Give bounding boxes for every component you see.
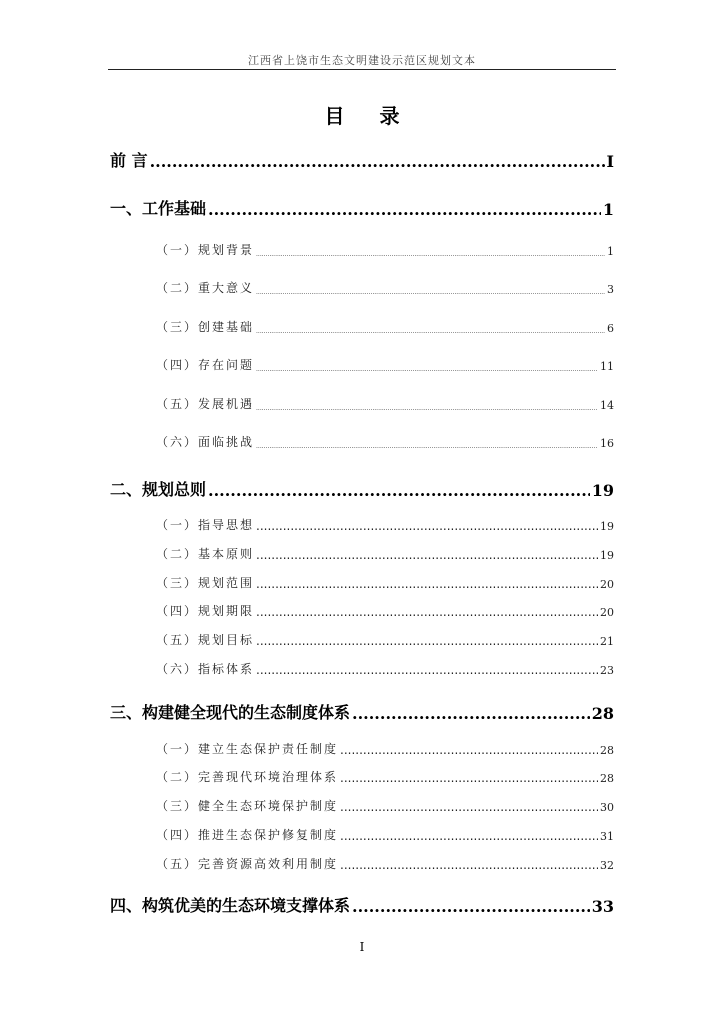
- toc-entry-1-4[interactable]: [156, 356, 614, 373]
- toc-entry-1-5[interactable]: [156, 395, 614, 412]
- toc-entry-1-1[interactable]: [156, 241, 614, 258]
- toc-entry-label: （六）面临挑战: [156, 435, 255, 449]
- toc-entry-page: 33: [591, 897, 614, 916]
- header-rule: [108, 69, 616, 70]
- leader-dots: [256, 519, 598, 533]
- toc-entry-label: （五）规划目标: [156, 633, 255, 647]
- toc-entry-label: （四）规划期限: [156, 604, 255, 618]
- leader-dots: [340, 771, 598, 785]
- toc-entry-2-3[interactable]: [156, 574, 614, 591]
- toc-entry-page: 23: [600, 664, 614, 677]
- toc-entry-label: 一、工作基础: [110, 199, 207, 218]
- page-number: I: [359, 940, 365, 954]
- toc-entry-3-2[interactable]: [156, 768, 614, 785]
- toc-entry-1-2[interactable]: [156, 279, 614, 296]
- leader-dots: [256, 366, 598, 373]
- leader-dots: [256, 634, 598, 648]
- toc-entry-page: 31: [600, 830, 614, 843]
- toc-entry-label: （四）存在问题: [156, 358, 255, 372]
- toc-entry-page: 28: [600, 744, 614, 757]
- toc-entry-label: 四、构筑优美的生态环境支撑体系: [110, 896, 351, 915]
- toc-entry-label: （五）完善资源高效利用制度: [156, 857, 339, 871]
- toc-entry-page: 3: [607, 283, 614, 296]
- toc-entry-page: 1: [607, 245, 614, 258]
- toc-entry-2-1[interactable]: [156, 516, 614, 533]
- toc-entry-2-5[interactable]: [156, 631, 614, 648]
- leader-dots: [340, 858, 598, 872]
- toc-entry-label: （三）健全生态环境保护制度: [156, 799, 339, 813]
- toc-entry-label: （一）建立生态保护责任制度: [156, 742, 339, 756]
- toc-entry-section-2[interactable]: [110, 477, 614, 500]
- toc-entry-page: I: [606, 152, 614, 171]
- toc-entry-label: （四）推进生态保护修复制度: [156, 828, 339, 842]
- toc-entry-page: 28: [591, 704, 614, 723]
- toc-entry-label: 三、构建健全现代的生态制度体系: [110, 703, 351, 722]
- toc-entry-section-4[interactable]: [110, 893, 614, 916]
- leader-dots: [256, 251, 605, 258]
- toc-entry-page: 28: [600, 772, 614, 785]
- toc-entry-preface[interactable]: [110, 148, 614, 171]
- toc-entry-page: 1: [602, 200, 614, 219]
- leader-dots: [256, 443, 598, 450]
- toc-entry-label: （三）创建基础: [156, 320, 255, 334]
- toc-entry-1-3[interactable]: [156, 318, 614, 335]
- toc-entry-label: （六）指标体系: [156, 662, 255, 676]
- toc-entry-label: 前 言: [110, 151, 148, 170]
- toc-entry-section-1[interactable]: [110, 196, 614, 219]
- toc-entry-label: （三）规划范围: [156, 576, 255, 590]
- leader-dots: [340, 829, 598, 843]
- toc-entry-label: （一）规划背景: [156, 243, 255, 257]
- toc-entry-3-3[interactable]: [156, 797, 614, 814]
- leader-dots: [352, 897, 590, 916]
- toc-entry-label: （五）发展机遇: [156, 397, 255, 411]
- toc-entry-2-6[interactable]: [156, 660, 614, 677]
- toc-entry-page: 20: [600, 606, 614, 619]
- toc-entry-label: （一）指导思想: [156, 518, 255, 532]
- toc-entry-1-6[interactable]: [156, 433, 614, 450]
- toc-entry-label: （二）重大意义: [156, 281, 255, 295]
- leader-dots: [256, 328, 605, 335]
- leader-dots: [256, 577, 598, 591]
- leader-dots: [256, 289, 605, 296]
- toc-entry-page: 19: [600, 520, 614, 533]
- toc-entry-page: 19: [600, 549, 614, 562]
- leader-dots: [208, 481, 590, 500]
- toc-entry-section-3[interactable]: [110, 700, 614, 723]
- toc-entry-3-4[interactable]: [156, 826, 614, 843]
- leader-dots: [352, 704, 590, 723]
- toc-entry-page: 19: [591, 481, 614, 500]
- toc-title: 目 录: [324, 104, 414, 128]
- leader-dots: [256, 663, 598, 677]
- toc-entry-page: 32: [600, 859, 614, 872]
- toc-entry-page: 14: [600, 399, 614, 412]
- toc-entry-label: （二）基本原则: [156, 547, 255, 561]
- toc-entry-label: （二）完善现代环境治理体系: [156, 770, 339, 784]
- toc-entry-page: 21: [600, 635, 614, 648]
- toc-entry-page: 20: [600, 578, 614, 591]
- leader-dots: [256, 405, 598, 412]
- toc-entry-2-2[interactable]: [156, 545, 614, 562]
- leader-dots: [208, 200, 601, 219]
- toc-entry-3-1[interactable]: [156, 740, 614, 757]
- leader-dots: [340, 800, 598, 814]
- toc-entry-2-4[interactable]: [156, 602, 614, 619]
- leader-dots: [150, 152, 605, 171]
- running-header: 江西省上饶市生态文明建设示范区规划文本: [248, 54, 476, 67]
- leader-dots: [256, 605, 598, 619]
- leader-dots: [256, 548, 598, 562]
- toc-entry-3-5[interactable]: [156, 855, 614, 872]
- toc-entry-page: 30: [600, 801, 614, 814]
- leader-dots: [340, 743, 598, 757]
- toc-entry-label: 二、规划总则: [110, 480, 207, 499]
- toc-entry-page: 6: [607, 322, 614, 335]
- toc-entry-page: 11: [600, 360, 614, 373]
- toc-entry-page: 16: [600, 437, 614, 450]
